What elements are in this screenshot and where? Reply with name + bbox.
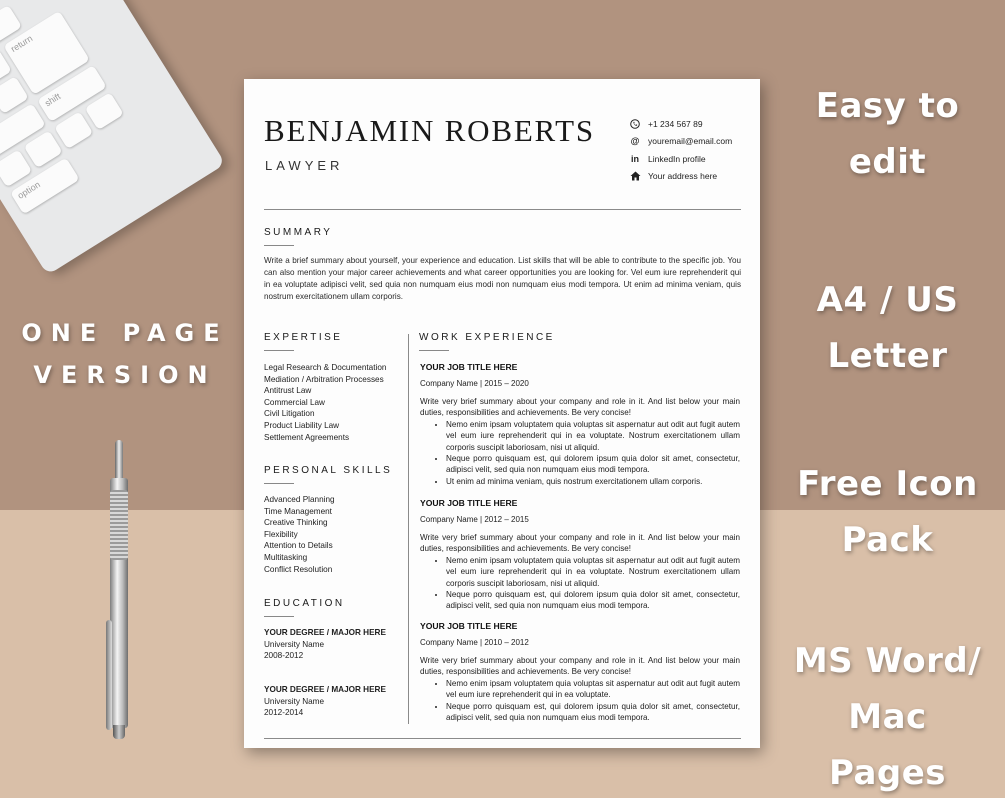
job-bullet: • Neque porro quisquam est, qui dolorem ipsum quia dolor sit amet, consectetur, adipisci velit, sed quia non numquam eius modi tempora. [446,701,740,724]
job-company: Company Name | 2015 – 2020 [420,379,529,388]
expertise-list [264,362,404,443]
job-title: YOUR JOB TITLE HERE [420,621,518,631]
header-divider [264,209,741,210]
list-item: Multitasking [264,552,308,562]
personal-skills-heading: PERSONAL SKILLS [264,465,393,476]
list-item: Legal Research & Documentation [264,363,387,372]
list-item: Civil Litigation [264,409,315,419]
education-entry [264,627,404,662]
job-entry [420,620,740,723]
label-line: Mac Pages [828,697,947,793]
contact-address [629,168,759,186]
arrow-key [85,92,124,130]
list-item: Creative Thinking [264,518,328,528]
education-years: 2012-2014 [264,708,304,718]
label-line: VERSION [33,361,217,389]
job-bullet: • Nemo enim ipsam voluptatem quia voluptas sit aspernatur aut odit aut fugit autem vel eum iure reprehenderit qui in ea voluptate. Nostrum exercitationem ullam corporis suscipit laboriosam, nisi ut aliquid. [446,555,740,589]
heading-underline [264,616,294,617]
footer-divider [264,738,741,739]
job-bullet: • Neque porro quisquam est, qui dolorem ipsum quia dolor sit amet, consectetur, adipisci velit, sed quia non numquam eius modi tempora. [446,589,740,612]
heading-underline [264,483,294,484]
job-bullets [446,419,740,487]
job-bullet: • Ut enim ad minima veniam, quis nostrum exercitationem ullam corporis. [446,476,740,487]
contact-email [629,133,759,151]
education-entry [264,684,404,719]
list-item: Flexibility [264,529,298,539]
pen-tip [115,440,123,480]
job-bullet: • Nemo enim ipsam voluptatem quia voluptas sit aspernatur aut odit aut fugit autem vel eum iure reprehenderit qui in ea voluptate. [446,678,740,701]
job-title: YOUR JOB TITLE HERE [420,498,518,508]
key-shift: shift [37,65,107,122]
list-item: Antitrust Law [264,386,312,396]
arrow-key [54,111,93,149]
label-line: A4 / US [816,280,959,320]
contact-phone [629,115,759,133]
email-at-icon: @ [630,136,640,147]
pen-end [113,725,125,739]
list-item: Product Liability Law [264,420,340,430]
key-return: return [3,11,90,95]
ms-word-mac-pages-label [790,633,985,798]
university-name: University Name [264,639,325,649]
list-item: Mediation / Arbitration Processes [264,374,384,384]
candidate-name: BENJAMIN ROBERTS [264,113,595,148]
label-line: ONE PAGE [21,319,229,347]
pen [108,440,130,740]
list-item: Commercial Law [264,397,325,407]
job-bullets [446,678,740,724]
heading-underline [419,350,449,351]
summary-heading: SUMMARY [264,227,333,238]
personal-skills-list [264,494,404,575]
resume-page [244,79,760,748]
list-item: Time Management [264,506,332,516]
contact-text: Your address here [648,171,718,182]
list-item: Advanced Planning [264,495,335,504]
label-line: Pack [841,520,934,560]
one-page-version-label [20,312,230,396]
job-description: Write very brief summary about your company and role in it. And list below your main duties, responsibilities and achievements. Be very concise! [420,533,740,554]
university-name: University Name [264,696,325,706]
contact-linkedin [629,150,759,168]
label-line: Letter [827,336,948,376]
pen-clip [106,620,112,730]
home-icon [629,170,641,182]
job-title: YOUR JOB TITLE HERE [420,362,518,372]
contact-text: +1 234 567 89 [648,118,703,129]
degree-title: YOUR DEGREE / MAJOR HERE [264,685,386,694]
job-bullets [446,555,740,612]
job-bullet: • Nemo enim ipsam voluptatem quia voluptas sit aspernatur aut odit aut fugit autem vel eum iure reprehenderit qui in ea voluptate. Nostrum exercitationem ullam corporis suscipit laboriosam, nisi ut aliquid. [446,419,740,453]
heading-underline [264,350,294,351]
job-company: Company Name | 2012 – 2015 [420,515,529,524]
list-item: Conflict Resolution [264,564,333,574]
label-line: MS Word/ [793,641,982,681]
column-divider [408,334,409,724]
contact-block [629,115,759,185]
phone-icon [629,118,641,130]
job-bullet: • Neque porro quisquam est, qui dolorem ipsum quia dolor sit amet, consectetur, adipisci velit, sed quia non numquam eius modi tempora. [446,453,740,476]
expertise-heading: EXPERTISE [264,332,343,343]
a4-us-letter-label [790,272,985,384]
key-option: option [10,157,80,214]
education-heading: EDUCATION [264,598,345,609]
education-years: 2008-2012 [264,651,304,661]
job-description: Write very brief summary about your company and role in it. And list below your main duties, responsibilities and achievements. Be very concise! [420,397,740,418]
linkedin-icon: in [631,153,639,164]
label-line: edit [848,142,927,182]
free-icon-pack-label [790,456,985,568]
list-item: Settlement Agreements [264,432,350,442]
job-entry [420,497,740,612]
job-entry [420,361,740,487]
work-experience-heading: WORK EXPERIENCE [419,332,555,343]
label-line: Easy to [815,86,960,126]
degree-title: YOUR DEGREE / MAJOR HERE [264,628,386,637]
job-company: Company Name | 2010 – 2012 [420,638,529,647]
label-line: Free Icon [797,464,978,504]
job-description: Write very brief summary about your company and role in it. And list below your main duties, responsibilities and achievements. Be very concise! [420,656,740,677]
contact-text: youremail@email.com [648,136,733,147]
summary-text: Write a brief summary about yourself, your experience and education. List skills that will be able to contribute to the specific job. You can also mention your major career achievements and what career opportunities you are looking for. Vel eum iure reprehenderit qui in ea voluptate adipisci velit, sed quia non numquam eius modi non numquam eius modi tempora. Ut enim ad minima veniam, quis nostrum exercitationem ullam corporis. [264,256,741,301]
easy-to-edit-label [790,78,985,190]
heading-underline [264,245,294,246]
list-item: Attention to Details [264,541,333,551]
contact-text: LinkedIn profile [648,153,706,164]
pen-grip [110,490,128,560]
candidate-title: LAWYER [265,158,344,173]
